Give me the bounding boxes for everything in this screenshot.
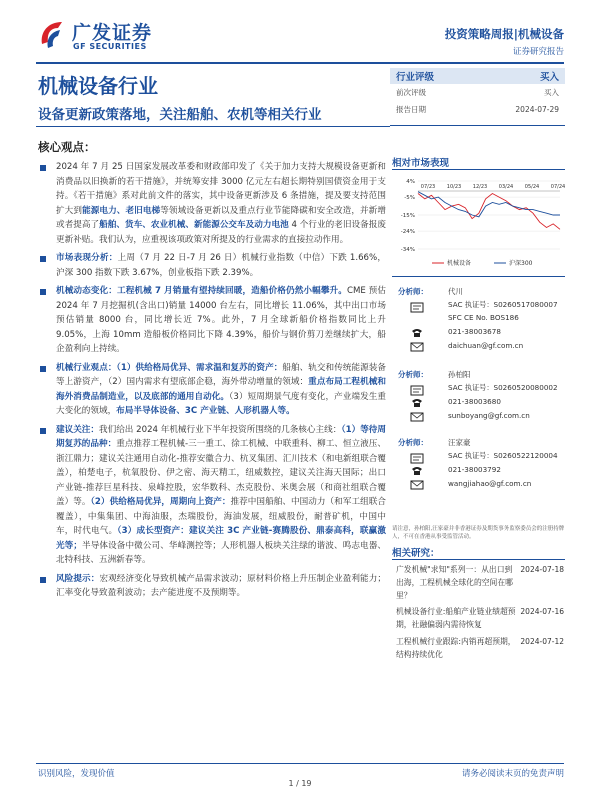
core-view-bullet	[38, 284, 386, 357]
related-research-title-text: 机械设备行业:船舶产业链业绩超预期，社融偏弱内需待恢复	[396, 607, 516, 629]
analyst-name: 汪家豪	[448, 438, 471, 447]
phone-icon	[410, 465, 424, 476]
company-logo	[38, 18, 188, 58]
footer-divider	[36, 763, 564, 764]
bullet-emphasis: 风险提示：	[56, 573, 100, 584]
core-view-bullet	[38, 572, 386, 601]
rating-header	[390, 68, 565, 84]
email-icon	[410, 479, 424, 490]
bullet-text: 我们给出 2024 年机械行业下半年投资所围绕的几条核心主线：	[99, 424, 342, 435]
analyst-sfc-number: SFC CE No. BOS186	[448, 313, 519, 322]
relative-performance-title: 相对市场表现	[392, 158, 450, 169]
y-tick-label: -24%	[400, 229, 415, 236]
x-tick-label: 07/24	[550, 184, 565, 190]
bullet-text: CME 预估 2024 年 7 月挖掘机(含出口)销量 14000 台左右，同比增长 11.06%，其中出口市场预估销量 8000 台，同比增长近 7%。此外，7 月全球新船价格指数同比上升 9.05%，上海 10mm 造船板价格同比下降 4.39%，船价与钢价剪刀差继续扩大，船企盈利向上持续。	[56, 286, 386, 354]
related-research-date: 2024-07-12	[520, 637, 564, 646]
bullet-emphasis: 船舶、货车、农业机械、新能源公交车及动力电池	[99, 220, 289, 230]
legend-label: 沪深300	[509, 260, 533, 267]
y-tick-label: -5%	[404, 195, 415, 202]
bullet-text: 推荐中国船舶、中国动力（和军工组联合覆盖），中集集团、中海油服，杰瑞股份，海油发展，纽威股份，耐普矿机，中国中车，时代电气。	[56, 497, 386, 536]
email-icon	[410, 341, 424, 352]
analyst-sac-number: SAC 执证号：S0260522120004	[448, 451, 558, 460]
x-tick-label: 05/24	[524, 184, 540, 190]
related-research-title: 相关研究：	[392, 548, 440, 559]
phone-icon	[410, 397, 424, 408]
related-divider	[392, 559, 565, 560]
report-type: 投资策略周报|机械设备	[444, 27, 564, 41]
bullet-text: 重点推荐工程机械-三一重工、徐工机械、中联重科、柳工、恒立液压、浙江鼎力；建议关注通用自动化-推荐安徽合力、杭叉集团、汇川技术（和电新组联合覆盖），柏楚电子，杭氧股份、伊之密、海天精工，纽威数控，建议关注海天国际；出口产业链-推荐巨星科技、泉峰控股，宏华数科、杰克股份、米奥会展（和商社组联合覆盖）等。	[56, 439, 386, 507]
bullet-emphasis: （1）等待周期复苏的品种：	[56, 424, 386, 449]
related-research-title-text: 工程机械行业跟踪:内销再超预期，结构持续优化	[396, 637, 516, 659]
bullet-text: 上周（7 月 22 日-7 月 26 日）机械行业指数（中信）下跌 1.66%，沪深 300 指数下跌 3.67%，创业板指下跌 2.39%。	[56, 253, 386, 278]
bullet-text: 宏观经济变化导致机械产品需求波动；原材料价格上升压制企业盈利能力；汇率变化导致盈利波动；去产能进度不及预期等。	[56, 573, 386, 598]
previous-rating-row	[390, 84, 565, 101]
analyst-email[interactable]: daichuan@gf.com.cn	[448, 341, 524, 350]
certificate-icon	[410, 302, 424, 313]
analyst-phone: 021-38003678	[448, 327, 501, 336]
bullet-emphasis: （3）成长型资产：建议关注 3C 产业链-赛腾股份、鼎泰高科，联赢激光等；	[56, 526, 386, 551]
core-view-body	[38, 160, 386, 605]
related-research-item[interactable]	[396, 635, 566, 661]
analyst-label: 分析师：	[398, 370, 428, 379]
series-line-1	[418, 192, 560, 217]
previous-rating-label: 前次评级	[396, 88, 426, 97]
bullet-emphasis: 布局半导体设备、3C 产业链、人形机器人等。	[116, 406, 295, 416]
bullet-emphasis: 工程机械 7 月销量有望持续回暖，造船价格仍然小幅攀升。	[116, 286, 347, 296]
rating-label: 行业评级	[396, 72, 435, 83]
x-tick-label: 12/23	[472, 184, 488, 190]
rating-divider	[390, 125, 565, 126]
chart-divider	[392, 276, 565, 277]
rating-box	[390, 68, 565, 126]
bullet-emphasis: 建议关注：	[56, 424, 99, 435]
footer-disclaimer-note: 请务必阅读末页的免责声明	[461, 769, 564, 779]
x-tick-label: 10/23	[446, 184, 462, 190]
logo-text-en: GF SECURITIES	[73, 42, 147, 51]
bullet-square-icon	[40, 165, 46, 171]
y-tick-label: -15%	[400, 213, 415, 219]
page-number: 1 / 19	[288, 779, 312, 788]
performance-divider	[392, 169, 565, 170]
analyst-name: 代川	[448, 287, 463, 296]
bullet-emphasis: 机械动态变化：	[56, 286, 117, 296]
gf-logo-icon	[38, 18, 66, 52]
related-research-date: 2024-07-18	[520, 565, 564, 574]
certificate-icon	[410, 453, 424, 464]
analyst-card	[392, 286, 565, 356]
title-divider	[36, 126, 390, 127]
page-header	[0, 0, 600, 66]
core-view-bullet	[38, 160, 386, 247]
report-date-row	[390, 101, 565, 118]
footer-slogan: 识别风险，发现价值	[38, 769, 115, 779]
x-tick-label: 03/24	[498, 184, 514, 190]
core-view-bullet	[38, 361, 386, 419]
bullet-text: 2024 年 7 月 25 日国家发展改革委和财政部印发了《关于加力支持大规模设备更新和消费品以旧换新的若干措施》，并统筹安排 3000 亿元左右超长期特别国债资金用于支持。《若干措施》系对此前文件的落实，其中设备更新涉及 6 条措施，提及要支持范围扩大到	[56, 162, 386, 216]
report-headline: 设备更新政策落地，关注船舶、农机等相关行业	[38, 107, 322, 123]
bullet-square-icon	[40, 289, 46, 295]
x-tick-label: 07/23	[420, 184, 436, 190]
bullet-emphasis: 市场表现分析：	[56, 253, 118, 263]
bullet-text: 船舶、轨交和传统能源装备等上游资产，（2）国内需求有望底部企稳，海外带动增量的领域：	[56, 362, 386, 387]
bullet-square-icon	[40, 256, 46, 262]
analyst-sac-number: SAC 执证号：S0260520080002	[448, 383, 558, 392]
bullet-text: （3）短周期景气度有变化，产业端发生重大变化的领域，	[56, 391, 386, 416]
related-research-item[interactable]	[396, 563, 566, 602]
header-divider	[36, 62, 564, 64]
bullet-emphasis: 机械行业观点：	[56, 362, 117, 373]
analyst-sac-number: SAC 执证号：S0260517080007	[448, 300, 558, 309]
bullet-square-icon	[40, 366, 46, 372]
bullet-emphasis: （1）供给格局优异、需求温和复苏的资产：	[116, 362, 283, 373]
rating-value: 买入	[539, 72, 559, 83]
related-research-item[interactable]	[396, 605, 566, 631]
bullet-text: 等领域设备更新以及重点行业节能降碳和安全改造，并新增或者提高了	[56, 205, 386, 230]
analyst-card	[392, 369, 565, 439]
legend-label: 机械设备	[447, 260, 472, 267]
certificate-icon	[410, 385, 424, 396]
previous-rating-value: 买入	[544, 88, 559, 97]
bullet-square-icon	[40, 577, 46, 583]
logo-text-cn: 广发证券	[72, 22, 153, 44]
analyst-name: 孙柏阳	[448, 370, 471, 379]
analyst-card	[392, 437, 565, 507]
bullet-text: 半导体设备中微公司、华峰测控等；人形机器人板块关注绿的谐波、鸣志电器、北特科技、五洲新春等。	[56, 540, 386, 565]
related-research-title-text: 广发机械"求知"系列一：从出口到出海，工程机械全球化的空间在哪里？	[396, 565, 513, 600]
analyst-label: 分析师：	[398, 438, 428, 447]
bullet-emphasis: （2）供给格局优异，周期向上资产：	[90, 497, 231, 507]
bullet-emphasis: 重点布局工程机械和海外消费品制造业，以及底部的通用自动化。	[56, 377, 386, 402]
bullet-text: 4 个行业的老旧设备报废更新补贴。我们认为，应重视该项政策对所提及的行业需求的直接拉动作用。	[56, 220, 386, 245]
core-view-title: 核心观点：	[38, 140, 96, 154]
phone-icon	[410, 327, 424, 338]
report-subtitle: 证券研究报告	[512, 47, 564, 57]
core-view-bullet	[38, 251, 386, 280]
core-view-bullet	[38, 423, 386, 568]
y-tick-label: -34%	[400, 247, 415, 253]
bullet-emphasis: 能源电力、老旧电梯	[82, 205, 161, 216]
analyst-phone: 021-38003792	[448, 465, 501, 474]
relative-performance-chart	[392, 173, 565, 273]
report-date-label: 报告日期	[396, 105, 426, 114]
bullet-square-icon	[40, 428, 46, 434]
y-tick-label: 4%	[406, 179, 415, 185]
email-icon	[410, 411, 424, 422]
analyst-email[interactable]: wangjiahao@gf.com.cn	[448, 479, 532, 488]
industry-title: 机械设备行业	[38, 74, 158, 98]
analyst-phone: 021-38003680	[448, 397, 501, 406]
registration-disclaimer: 请注意，孙柏阳,汪家豪并非香港证券及期货事务监察委员会的注册持牌人，不可在香港从事受监管活动。	[392, 526, 565, 540]
report-date-value: 2024-07-29	[515, 105, 559, 114]
analyst-label: 分析师：	[398, 287, 428, 296]
analyst-email[interactable]: sunboyang@gf.com.cn	[448, 411, 530, 420]
related-research-date: 2024-07-16	[520, 607, 564, 616]
